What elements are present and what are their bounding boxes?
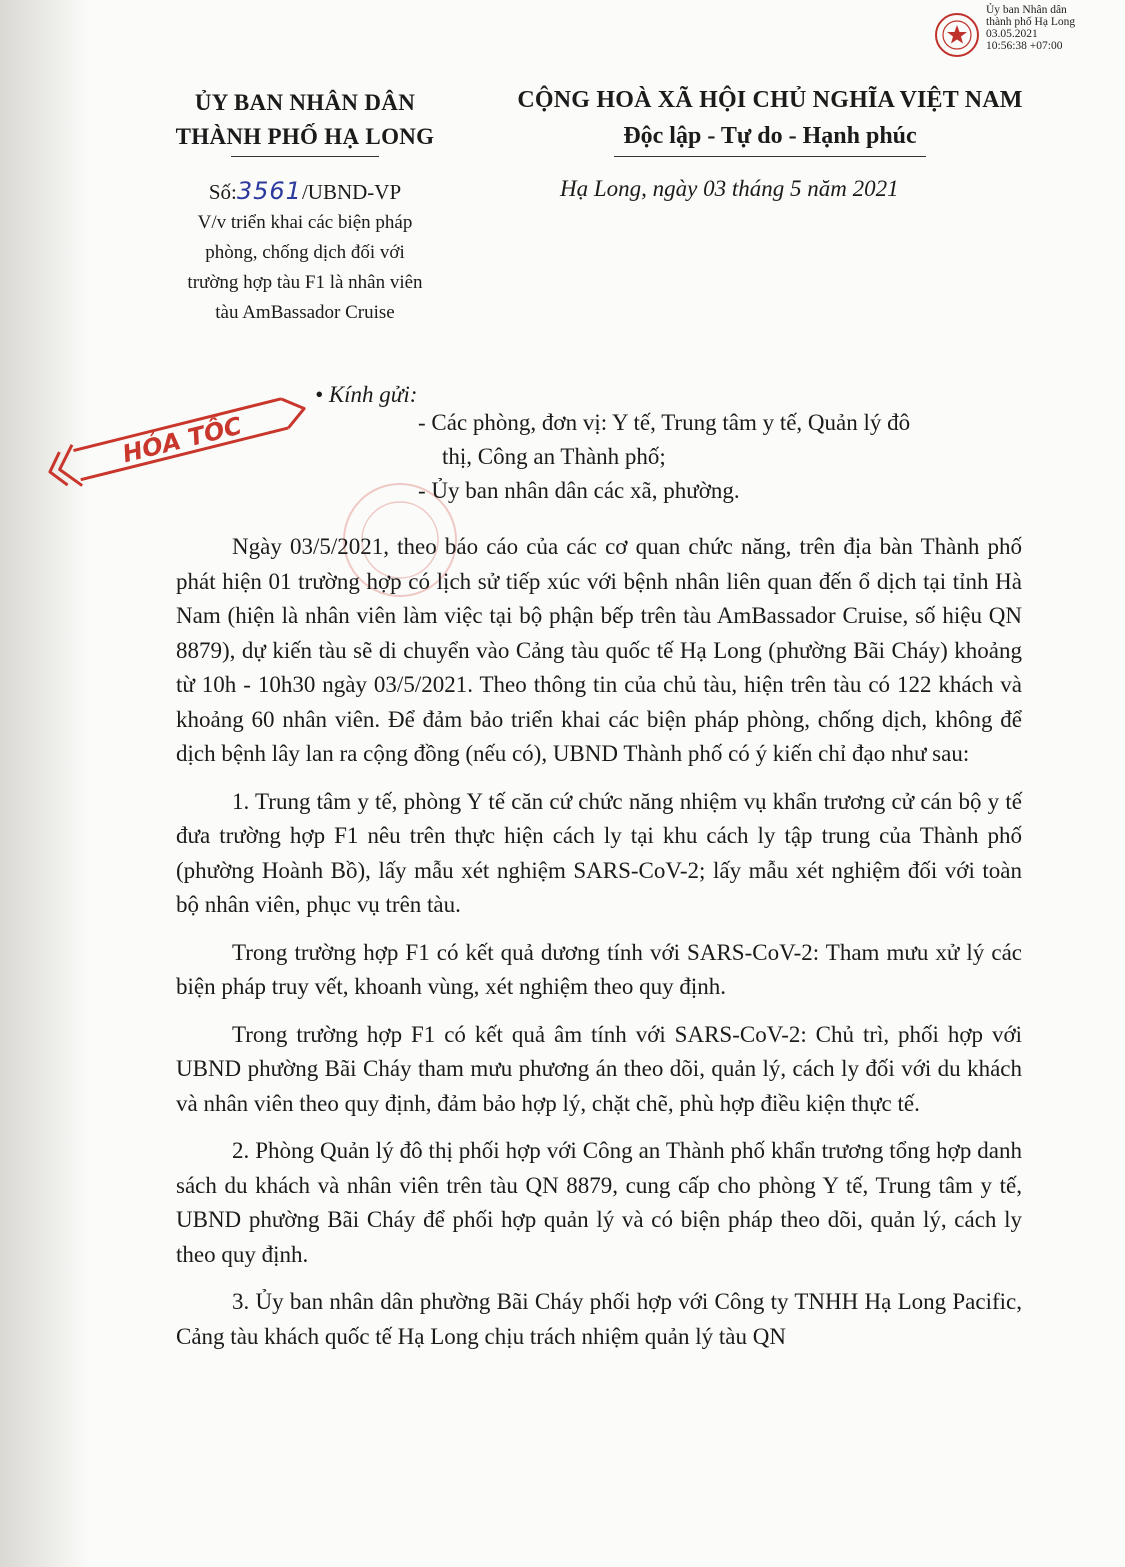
recipient-item: thị, Công an Thành phố;	[442, 444, 666, 469]
recipients-list	[418, 406, 1018, 508]
recipient-item: - Các phòng, đơn vị: Y tế, Trung tâm y tế, Quản lý đô	[418, 410, 911, 435]
recipients-label: • Kính gửi:	[315, 382, 418, 407]
subject-line: trường hợp tàu F1 là nhân viên	[187, 272, 423, 293]
body-paragraph: Trong trường hợp F1 có kết quả âm tính với SARS-CoV-2: Chủ trì, phối hợp với UBND phường Bãi Cháy tham mưu phương án theo dõi, quản lý, cách ly đối với du khách và nhân viên theo quy định, đảm bảo hợp lý, chặt chẽ, phù hợp điều kiện thực tế.	[176, 1021, 1022, 1116]
bullet-icon: •	[315, 382, 329, 407]
body-paragraph: 3. Ủy ban nhân dân phường Bãi Cháy phối hợp với Công ty TNHH Hạ Long Pacific, Cảng tàu khách quốc tế Hạ Long chịu trách nhiệm quản lý tàu QN	[176, 1289, 1022, 1349]
document-subject	[140, 208, 470, 328]
signature-line-1: Ủy ban Nhân dân	[986, 4, 1067, 16]
body-paragraph: 2. Phòng Quản lý đô thị phối hợp với Công an Thành phố khẩn trương tổng hợp danh sách du khách và nhân viên trên tàu QN 8879, cung cấp cho phòng Y tế, Trung tâm y tế, UBND phường Bãi Cháy để phối hợp quản lý và có biện pháp theo dõi, quản lý, cách ly theo quy định.	[176, 1138, 1022, 1267]
digital-signature	[934, 4, 1120, 60]
national-title	[490, 82, 1050, 157]
signature-line-3: 03.05.2021	[986, 28, 1038, 40]
body-paragraph: Ngày 03/5/2021, theo báo cáo của các cơ quan chức năng, trên địa bàn Thành phố phát hiện 01 trường hợp có lịch sử tiếp xúc với bệnh nhân liên quan đến ổ dịch tại tỉnh Hà Nam (hiện là nhân viên làm việc tại bộ phận bếp trên tàu AmBassador Cruise, số hiệu QN 8879), dự kiến tàu sẽ di chuyển vào Cảng tàu quốc tế Hạ Long (phường Bãi Cháy) khoảng từ 10h - 10h30 ngày 03/5/2021. Theo thông tin của chủ tàu, hiện trên tàu có 122 khách và khoảng 60 nhân viên. Để đảm bảo triển khai các biện pháp phòng, chống dịch, không để dịch bệnh lây lan ra cộng đồng (nếu có), UBND Thành phố có ý kiến chỉ đạo như sau:	[176, 534, 1022, 766]
subject-line: phòng, chống dịch đối với	[205, 242, 405, 263]
stamp-text: HỎA TỐC	[119, 411, 245, 469]
recipient-item: - Ủy ban nhân dân các xã, phường.	[418, 478, 740, 503]
signature-line-2: thành phố Hạ Long	[986, 16, 1076, 28]
place-date: Hạ Long, ngày 03 tháng 5 năm 2021	[560, 176, 899, 201]
subject-line: tàu AmBassador Cruise	[215, 302, 395, 323]
national-motto: Độc lập - Tự do - Hạnh phúc	[623, 123, 917, 149]
urgent-stamp-icon	[38, 385, 318, 495]
document-number	[140, 176, 470, 207]
body-paragraph: 1. Trung tâm y tế, phòng Y tế căn cứ chức năng nhiệm vụ khẩn trương cử cán bộ y tế đưa trường hợp F1 nêu trên thực hiện cách ly tại khu cách ly tập trung của Thành phố (phường Hoành Bồ), lấy mẫu xét nghiệm SARS-CoV-2; lấy mẫu xét nghiệm đối với toàn bộ nhân viên, phục vụ trên tàu.	[176, 788, 1022, 917]
page-edge-shadow	[0, 0, 90, 1567]
subject-line: V/v triển khai các biện pháp	[197, 212, 413, 233]
nation-name: CỘNG HOÀ XÃ HỘI CHỦ NGHĨA VIỆT NAM	[517, 87, 1023, 113]
issuing-authority	[140, 86, 470, 157]
state-emblem-seal-icon	[934, 12, 980, 58]
authority-line-2: THÀNH PHỐ HẠ LONG	[175, 124, 435, 149]
authority-underline	[231, 156, 379, 157]
motto-underline	[614, 156, 926, 157]
authority-line-1: ỦY BAN NHÂN DÂN	[194, 90, 416, 115]
doc-number-suffix: /UBND-VP	[301, 180, 402, 204]
doc-number-handwritten: 3561	[236, 177, 302, 205]
signature-line-4: 10:56:38 +07:00	[986, 40, 1063, 52]
body-paragraph: Trong trường hợp F1 có kết quả dương tính với SARS-CoV-2: Tham mưu xử lý các biện pháp truy vết, khoanh vùng, xét nghiệm theo quy định.	[176, 939, 1022, 999]
doc-number-prefix: Số:	[208, 180, 237, 204]
document-body	[176, 530, 1022, 1367]
